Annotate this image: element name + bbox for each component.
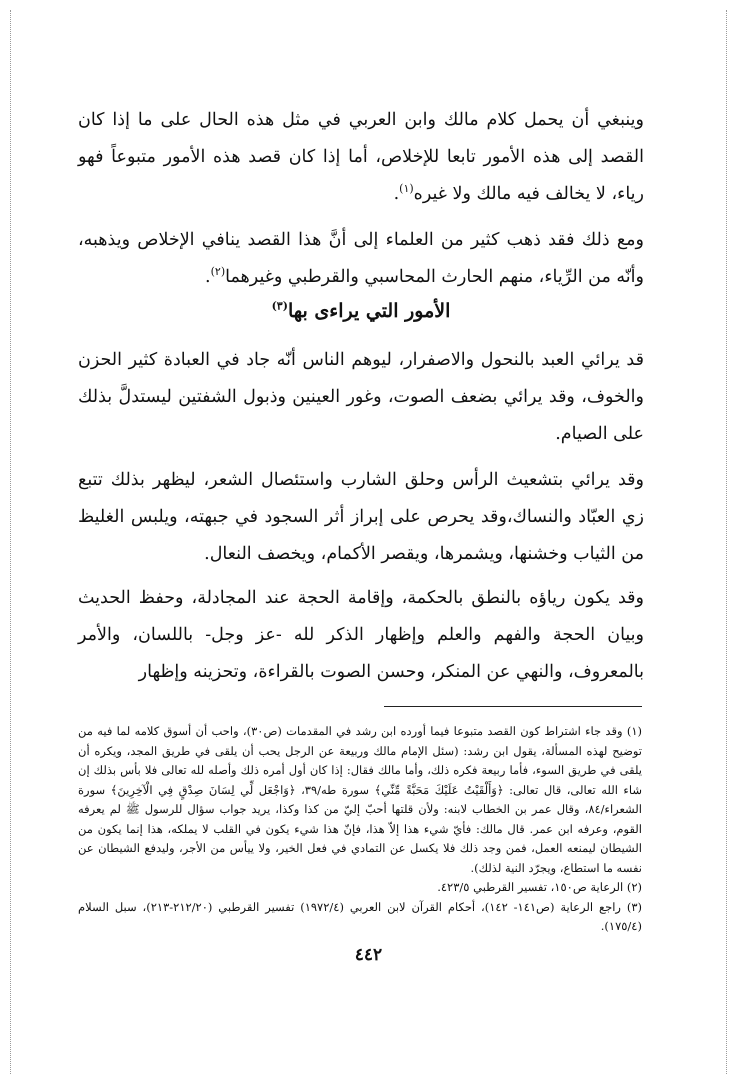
- right-margin-border: [726, 10, 727, 1074]
- paragraph-1-end: .: [393, 184, 400, 204]
- footnote-1: (١) وقد جاء اشتراط كون القصد متبوعا فيما أورده ابن رشد في المقدمات (ص٣٠)، واحب أن أسوق كلامه لما فيه من توضيح لهذه المسألة، يقول ابن رشد: (سئل الإمام مالك وربيعة عن الرجل يحب أن يلقى في طريق المجد، ويكره أن يلقى في طريق السوء، فأما ربيعة فكره ذلك، وأما مالك فقال: إذا كان أول أمره ذلك وأصله لله تعالى فلا بأس بذلك إن شاء الله تعالى، قال تعالى: ﴿وَأَلْقَيْتُ عَلَيْكَ مَحَبَّةً مِّنِّي﴾ سورة طه/٣٩، ﴿وَاجْعَل لِّي لِسَانَ صِدْقٍ فِي الْآخِرِينَ﴾ سورة الشعراء/٨٤، وقال عمر بن الخطاب لابنه: ولأن قلتها أحبّ إليّ من كذا وكذا، يريد جواب سؤال للرسول ﷺ لم يعرفه القوم، وعرفه ابن عمر. قال مالك: فأيّ شيء هذا إلاّ هذا، فإنّ هذا شيء يكون في القلب لا يملكه، هذا إنما يكون من الشيطان ليمنعه العمل، فمن وجد ذلك فلا يكسل عن التمادي في فعل الخير، ولا ييأس من الأجر، وليدفع الشيطان عن نفسه ما استطاع، ويجرّد النية لذلك).: [78, 724, 642, 875]
- paragraph-2-end: .: [205, 267, 211, 287]
- paragraph-4: وقد يرائي بتشعيث الرأس وحلق الشارب واستئصال الشعر، ليظهر بذلك تتبع زي العبّاد والنساك،وقد يحرص على إبراز أثر السجود في جبهته، ويلبس الغليظ من الثياب وخشنها، ويشمرها، ويقصر الأكمام، ويخصف النعال.: [78, 470, 644, 564]
- footnote-3: (٣) راجع الرعاية (ص١٤١- ١٤٢)، أحكام القرآن لابن العربي (١٩٧٢/٤) تفسير القرطبي (٢١٢/٢٠-٢١٣)، سبل السلام (١٧٥/٤).: [78, 899, 643, 933]
- footnotes: [78, 722, 642, 937]
- paragraph-1: [78, 102, 644, 213]
- paragraph-5: وقد يكون رياؤه بالنطق بالحكمة، وإقامة الحجة عند المجادلة، وحفظ الحديث وبيان الحجة والفهم والعلم وإظهار الذكر لله -عز وجل- باللسان، والأمر بالمعروف، والنهي عن المنكر، وحسن الصوت بالقراءة، وتحزينه وإظهار: [78, 588, 644, 682]
- left-margin-border: [10, 10, 11, 1074]
- footnote-ref-1: (١): [399, 182, 414, 196]
- paragraph-3: قد يرائي العبد بالنحول والاصفرار، ليوهم الناس أنّه جاد في العبادة كثير الحزن والخوف، وقد يرائي بضعف الصوت، وغور العينين وذبول الشفتين ليستدلَّ بذلك على الصيام.: [78, 350, 644, 444]
- paragraph-2: [78, 222, 644, 296]
- section-heading: [78, 294, 644, 328]
- section-heading-text: الأمور التي يراءى بها: [287, 300, 451, 322]
- footnote-ref-3: (٣): [271, 299, 288, 313]
- paragraph-1-text: وينبغي أن يحمل كلام مالك وابن العربي في مثل هذه الحال على ما إذا كان القصد إلى هذه الأمور تابعا للإخلاص، أما إذا كان قصد هذه الأمور متبوعاً فهو رياء، لا يخالف فيه مالك ولا غيره: [78, 110, 644, 204]
- footnote-separator: [384, 706, 642, 707]
- footnote-ref-2: (٢): [210, 265, 226, 279]
- page-number: ٤٤٢: [354, 945, 383, 965]
- footnote-2: (٢) الرعاية ص١٥٠، تفسير القرطبي ٤٢٣/٥.: [437, 880, 642, 894]
- paragraph-2-text: ومع ذلك فقد ذهب كثير من العلماء إلى أنَّ هذا القصد ينافي الإخلاص ويذهبه، وأنّه من الرِّياء، منهم الحارث المحاسبي والقرطبي وغيرهما: [78, 230, 644, 287]
